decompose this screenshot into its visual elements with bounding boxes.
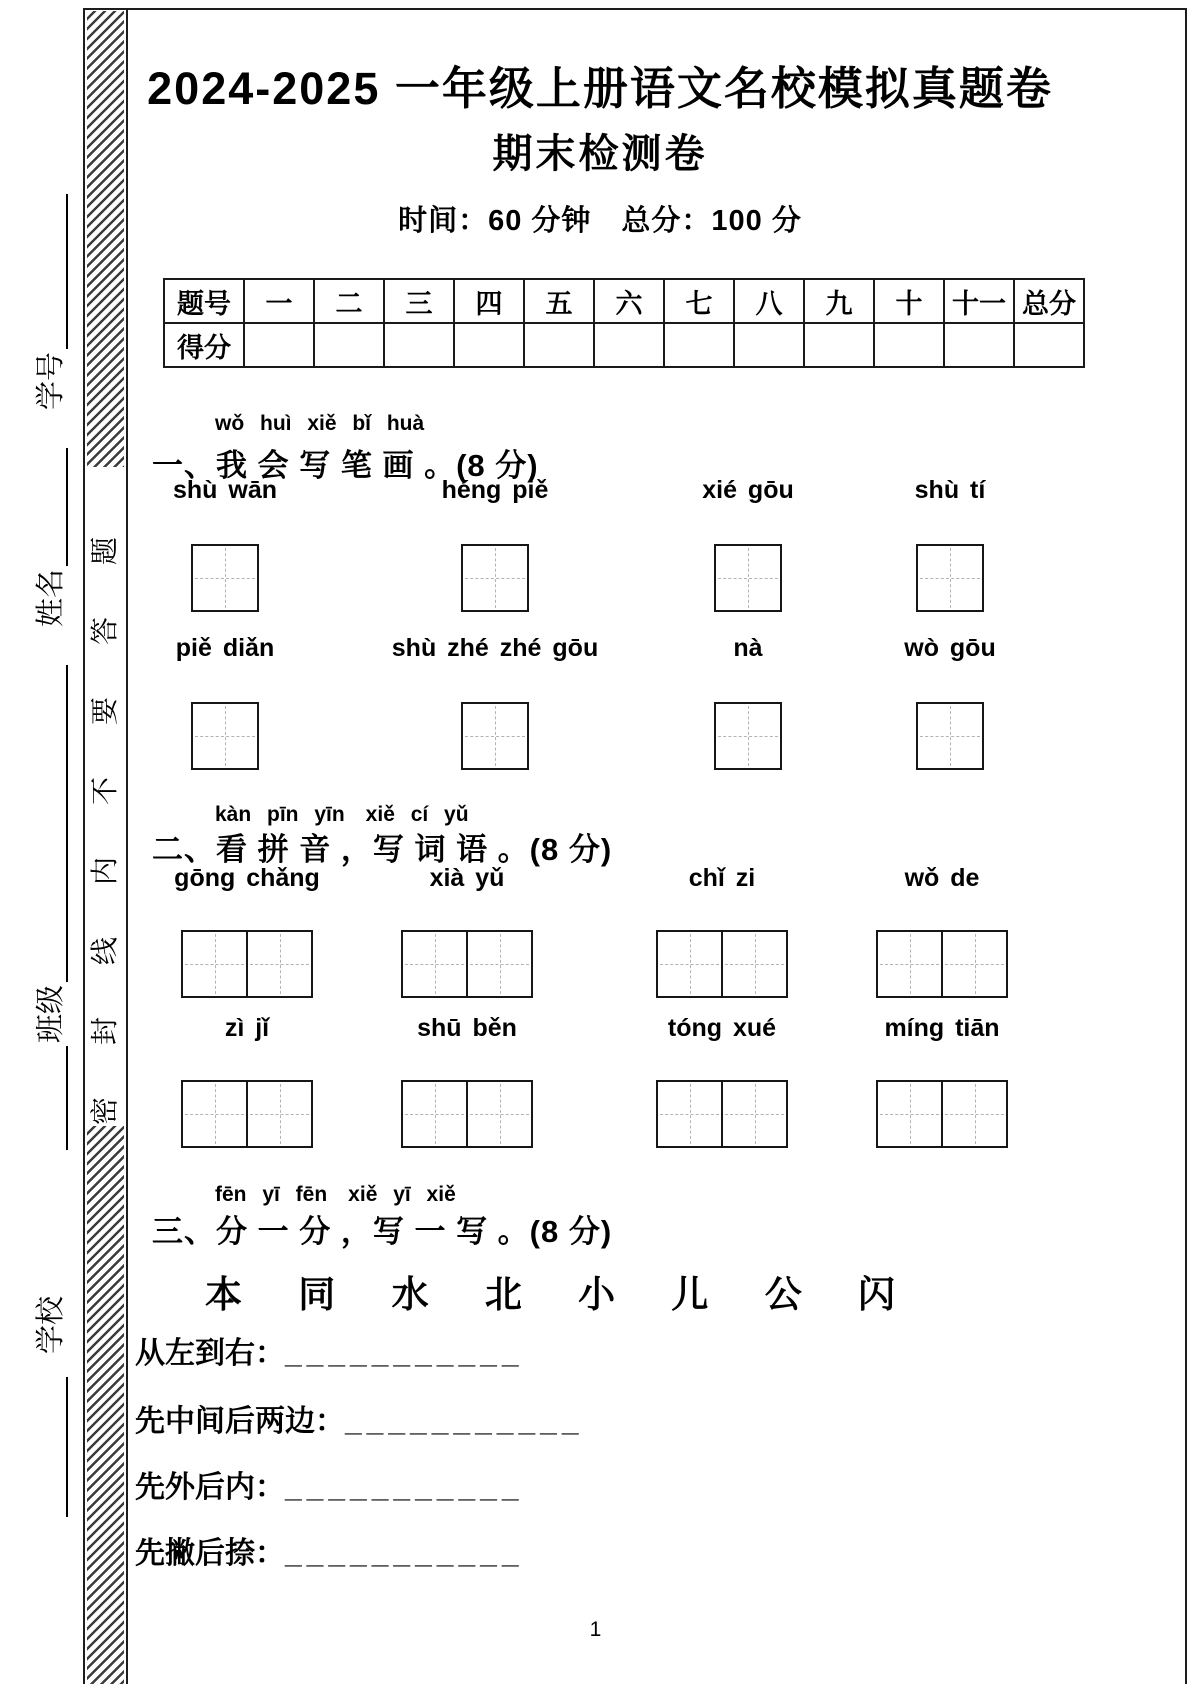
column-header: 一 bbox=[244, 279, 314, 323]
stroke-pinyin: xié gōu bbox=[702, 476, 794, 504]
column-header: 三 bbox=[384, 279, 454, 323]
writing-box bbox=[461, 544, 529, 612]
writing-box-double bbox=[181, 1080, 313, 1148]
question-number-label: 题号 bbox=[164, 279, 244, 323]
field-label-school: 学校 bbox=[35, 1295, 67, 1354]
score-cell bbox=[524, 323, 594, 367]
writing-box bbox=[461, 702, 529, 770]
character: 北 bbox=[484, 1274, 522, 1315]
stroke-pinyin: shù tí bbox=[914, 476, 986, 504]
score-cell bbox=[244, 323, 314, 367]
word-item bbox=[357, 1014, 577, 1148]
writing-box-double bbox=[656, 1080, 788, 1148]
seal-hatch-top bbox=[87, 11, 124, 467]
stroke-item bbox=[638, 634, 858, 770]
character: 闪 bbox=[857, 1274, 895, 1315]
score-cell bbox=[594, 323, 664, 367]
score-cell bbox=[454, 323, 524, 367]
stroke-pinyin: shù wān bbox=[172, 476, 277, 504]
stroke-item bbox=[840, 476, 1060, 612]
seal-line-text: 密封线内不要答题 bbox=[89, 485, 120, 1126]
score-label: 得分 bbox=[164, 323, 244, 367]
seal-hatch-bottom bbox=[87, 1126, 124, 1684]
stroke-item bbox=[115, 634, 335, 770]
character: 水 bbox=[391, 1274, 429, 1315]
word-item bbox=[357, 864, 577, 998]
writing-box bbox=[916, 544, 984, 612]
word-pinyin: míng tiān bbox=[884, 1014, 1000, 1042]
stroke-item bbox=[385, 634, 605, 770]
score-cell bbox=[1014, 323, 1084, 367]
time-total-line: 时间：60 分钟 总分：100 分 bbox=[398, 205, 802, 237]
stroke-pinyin: wò gōu bbox=[904, 634, 996, 662]
column-header: 七 bbox=[664, 279, 734, 323]
stroke-item bbox=[638, 476, 858, 612]
word-item bbox=[832, 1014, 1052, 1148]
field-blank-line bbox=[32, 448, 68, 566]
field-label-student-id: 学号 bbox=[35, 351, 67, 410]
score-cell bbox=[804, 323, 874, 367]
answer-blank: ___________ bbox=[345, 1405, 584, 1438]
section1-pinyin: wǒ huì xiě bǐ huà bbox=[215, 412, 425, 435]
field-blank-line bbox=[32, 194, 68, 349]
writing-box bbox=[714, 544, 782, 612]
word-pinyin: zì jǐ bbox=[224, 1014, 270, 1042]
page-number: 1 bbox=[589, 1618, 602, 1641]
page-subtitle: 期末检测卷 bbox=[492, 132, 708, 176]
prompt-label: 先中间后两边： bbox=[135, 1405, 345, 1438]
writing-box bbox=[714, 702, 782, 770]
word-item bbox=[612, 1014, 832, 1148]
column-header: 二 bbox=[314, 279, 384, 323]
writing-box-double bbox=[401, 1080, 533, 1148]
section3-heading: 三、分 一 分 ，写 一 写 。(8 分) bbox=[152, 1214, 613, 1249]
student-info-fields bbox=[32, 217, 68, 1517]
column-header: 四 bbox=[454, 279, 524, 323]
word-pinyin: chǐ zi bbox=[688, 864, 756, 892]
prompt-label: 先撇后捺： bbox=[135, 1537, 285, 1570]
answer-blank: ___________ bbox=[285, 1537, 524, 1570]
column-header: 十一 bbox=[944, 279, 1014, 323]
character: 小 bbox=[578, 1274, 616, 1315]
section2-pinyin: kàn pīn yīn xiě cí yǔ bbox=[215, 803, 469, 826]
word-item bbox=[612, 864, 832, 998]
column-header: 十 bbox=[874, 279, 944, 323]
writing-box bbox=[916, 702, 984, 770]
page-title: 2024-2025 一年级上册语文名校模拟真题卷 bbox=[147, 63, 1053, 114]
character: 同 bbox=[298, 1274, 336, 1315]
section2-heading: 二、看 拼 音 ，写 词 语 。(8 分) bbox=[152, 832, 613, 867]
answer-blank: ___________ bbox=[285, 1337, 524, 1370]
score-cell bbox=[664, 323, 734, 367]
score-cell bbox=[314, 323, 384, 367]
writing-box bbox=[191, 544, 259, 612]
character: 儿 bbox=[671, 1274, 709, 1315]
score-cell bbox=[944, 323, 1014, 367]
column-header: 六 bbox=[594, 279, 664, 323]
seal-strip-divider bbox=[126, 8, 128, 1684]
field-blank-line bbox=[32, 1046, 68, 1150]
section1-heading: 一、我 会 写 笔 画 。(8 分) bbox=[152, 448, 539, 483]
stroke-item bbox=[385, 476, 605, 612]
writing-box-double bbox=[656, 930, 788, 998]
character-list bbox=[205, 1264, 895, 1318]
prompt-outside-then-inside bbox=[135, 1462, 524, 1506]
word-item bbox=[832, 864, 1052, 998]
section3-pinyin: fēn yī fēn xiě yī xiě bbox=[215, 1183, 456, 1206]
prompt-left-to-right bbox=[135, 1328, 524, 1372]
word-pinyin: gōng chǎng bbox=[174, 864, 320, 892]
writing-box-double bbox=[181, 930, 313, 998]
column-header: 五 bbox=[524, 279, 594, 323]
prompt-label: 从左到右： bbox=[135, 1337, 285, 1370]
column-header: 总分 bbox=[1014, 279, 1084, 323]
score-cell bbox=[734, 323, 804, 367]
field-label-name: 姓名 bbox=[35, 568, 67, 627]
word-item bbox=[137, 864, 357, 998]
stroke-pinyin: piě diǎn bbox=[175, 634, 275, 662]
prompt-middle-then-sides bbox=[135, 1396, 584, 1440]
word-pinyin: tóng xué bbox=[667, 1014, 777, 1042]
stroke-pinyin: nà bbox=[733, 634, 763, 662]
score-cell bbox=[874, 323, 944, 367]
word-pinyin: xià yǔ bbox=[429, 864, 505, 892]
writing-box-double bbox=[401, 930, 533, 998]
prompt-label: 先外后内： bbox=[135, 1471, 285, 1504]
word-pinyin: shū běn bbox=[417, 1014, 517, 1042]
writing-box-double bbox=[876, 1080, 1008, 1148]
stroke-pinyin: héng piě bbox=[441, 476, 549, 504]
writing-box-double bbox=[876, 930, 1008, 998]
stroke-pinyin: shù zhé zhé gōu bbox=[391, 634, 599, 662]
stroke-item bbox=[115, 476, 335, 612]
writing-box bbox=[191, 702, 259, 770]
word-item bbox=[137, 1014, 357, 1148]
answer-blank: ___________ bbox=[285, 1471, 524, 1504]
score-table-header-row bbox=[164, 279, 1084, 323]
character: 本 bbox=[205, 1274, 242, 1315]
column-header: 九 bbox=[804, 279, 874, 323]
field-label-class: 班级 bbox=[35, 984, 67, 1043]
stroke-item bbox=[840, 634, 1060, 770]
character: 公 bbox=[764, 1274, 802, 1315]
score-table-score-row bbox=[164, 323, 1084, 367]
score-cell bbox=[384, 323, 454, 367]
field-blank-line bbox=[32, 1377, 68, 1517]
prompt-pie-then-na bbox=[135, 1528, 524, 1572]
field-blank-line bbox=[32, 665, 68, 982]
column-header: 八 bbox=[734, 279, 804, 323]
word-pinyin: wǒ de bbox=[904, 864, 980, 892]
score-table bbox=[163, 278, 1085, 368]
